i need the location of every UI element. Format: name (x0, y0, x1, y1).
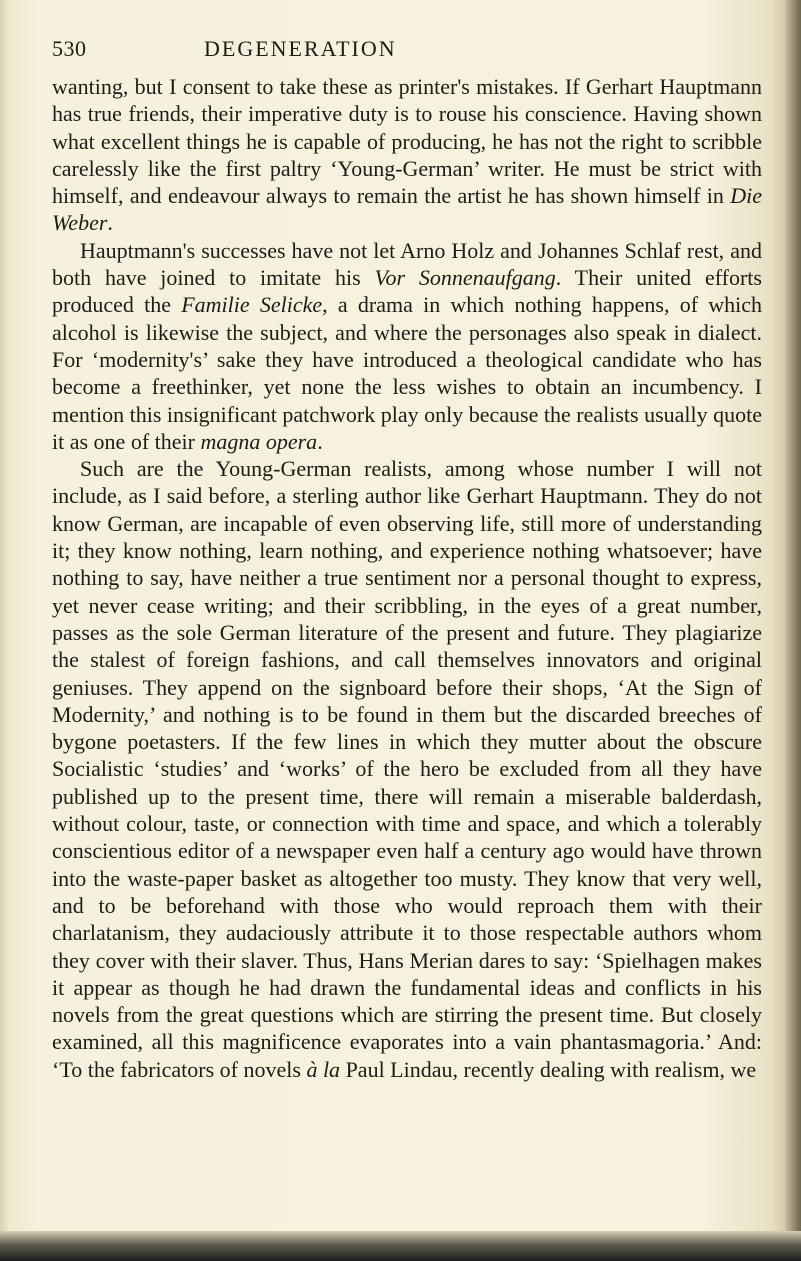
paragraph-1-text: wanting, but I consent to take these as printer's mistakes. If Gerhart Hauptmann has true friends, their imperative duty is to rouse his conscience. Having shown what excellent things he is capable of producing, he has not the right to scribble carelessly like the first paltry ‘Young-German’ writer. He must be strict with himself, and endeavour always to remain the artist he has shown himself in (52, 74, 762, 209)
page-number: 530 (52, 36, 87, 61)
paragraph-2-end: . (317, 428, 323, 454)
work-title-vor-sonnenaufgang: Vor Sonnenaufgang (374, 265, 556, 291)
paragraph-3-end: Paul Lindau, recently dealing with realism, we (340, 1056, 757, 1082)
phrase-a-la: à la (306, 1056, 341, 1082)
paragraph-2-text-a: Hauptmann's successes have not let Arno Holz and Johannes Schlaf rest, and both have joined to imitate his (52, 237, 762, 291)
body-text (52, 73, 762, 1083)
paragraph-2-text-b: . Their united efforts produced the (52, 265, 762, 318)
page-left-shadow (0, 0, 10, 1261)
paragraph-3 (52, 455, 762, 1083)
running-head: DEGENERATION (204, 36, 397, 61)
paragraph-1 (52, 73, 762, 237)
paragraph-3-text: Such are the Young-German realists, among whose number I will not include, as I said before, a sterling author like Gerhart Hauptmann. They do not know German, are incapable of even observing life, still more of understanding it; they know nothing, learn nothing, and experience nothing whatsoever; have nothing to say, have neither a true sentiment nor a personal thought to express, yet never cease writing; and their scribbling, in the eyes of a great number, passes as the sole German literature of the present and future. They plagiarize the stalest of foreign fashions, and call themselves innovators and original geniuses. They append on the signboard before their shops, ‘At the Sign of Modernity,’ and nothing is to be found in them but the discarded breeches of bygone poetasters. If the few lines in which they mutter about the obscure Socialistic ‘studies’ and ‘works’ of the hero be excluded from all they have published up to the present time, there will remain a miserable balderdash, without colour, taste, or connection with time and space, and which a tolerably conscientious editor of a newspaper even half a century ago would have thrown into the waste-paper basket as altogether too musty. They know that very well, and to be beforehand with those who would reproach them with their charlatanism, they audaciously attribute it to those respectable authors whom they cover with their slaver. Thus, Hans Merian dares to say: ‘Spielhagen makes it appear as though he had drawn the fundamental ideas and conflicts in his novels from the great questions which are stirring the present time. But closely examined, all this magnificence evaporates into a vain phantasmagoria.’ And: ‘To the fabricators of novels (52, 456, 762, 1082)
page-right-edge (785, 0, 801, 1261)
work-title-die-weber: Die Weber (52, 183, 762, 236)
scan-bottom-edge (0, 1231, 801, 1261)
paragraph-2 (52, 237, 762, 455)
paragraph-2-text-c: , a drama in which nothing happens, of which alcohol is likewise the subject, and where the personages also speak in dialect. For ‘modernity's’ sake they have introduced a theological candidate who has become a freethinker, yet none the less wishes to obtain an incumbency. I mention this insignificant patchwork play only because the realists usually quote it as one of their (52, 292, 763, 454)
paragraph-1-end: . (107, 210, 113, 236)
page-header (52, 36, 772, 64)
work-title-familie-selicke: Familie Selicke (181, 292, 323, 318)
latin-phrase-magna-opera: magna opera (200, 428, 318, 454)
